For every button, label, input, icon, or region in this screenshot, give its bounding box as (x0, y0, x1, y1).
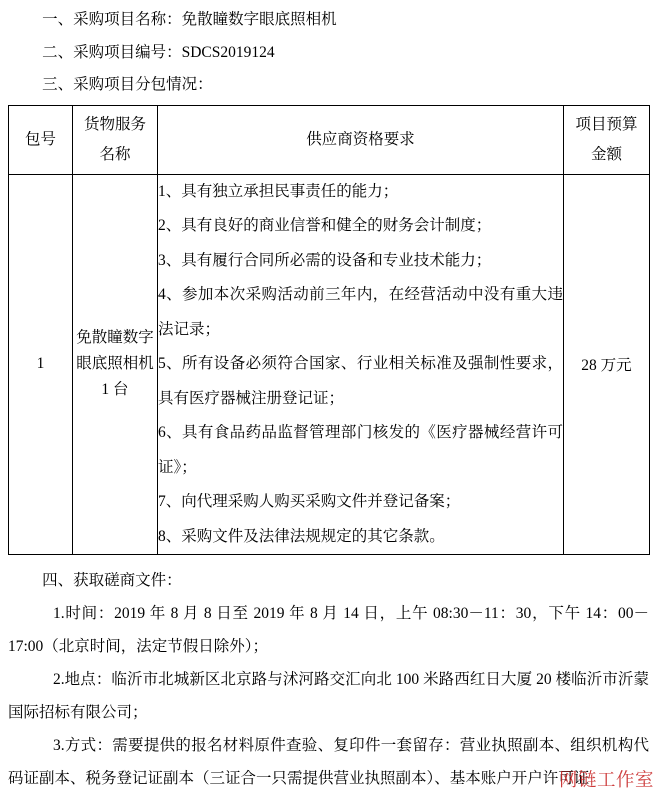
paragraph-method: 3.方式：需要提供的报名材料原件查验、复印件一套留存：营业执照副本、组织机构代码证副本、税务登记证副本（三证合一只需提供营业执照副本）、基本账户开户许可证 (8, 737, 649, 787)
package-table (8, 105, 650, 556)
paragraph-location: 2.地点：临沂市北城新区北京路与沭河路交汇向北 100 米路西红日大厦 20 楼临沂市沂蒙国际招标有限公司； (8, 671, 649, 721)
header-project-budget: 项目预算金额 (564, 105, 650, 174)
obtain-documents-section (8, 564, 649, 795)
cell-package-no: 1 (9, 174, 73, 555)
requirement-item: 1、具有独立承担民事责任的能力； (158, 182, 399, 200)
cell-budget: 28 万元 (564, 174, 650, 555)
cell-goods-name: 免散瞳数字眼底照相机 1 台 (73, 174, 158, 555)
requirement-item: 7、向代理采购人购买采购文件并登记备案； (158, 493, 461, 510)
paragraph-time: 1.时间：2019 年 8 月 8 日至 2019 年 8 月 14 日，上午 08:30－11：30，下午 14：00－17:00（北京时间，法定节假日除外）； (8, 605, 649, 655)
requirement-item: 4、参加本次采购活动前三年内，在经营活动中没有重大违法记录； (158, 286, 563, 338)
header-package-no: 包号 (9, 105, 73, 174)
intro-section (8, 4, 649, 102)
header-supplier-qualifications: 供应商资格要求 (158, 105, 564, 174)
requirement-item: 3、具有履行合同所必需的设备和专业技术能力； (158, 251, 492, 269)
project-number-line: 二、采购项目编号：SDCS2019124 (42, 43, 275, 61)
header-row (9, 105, 650, 174)
section4-title: 四、获取磋商文件： (42, 572, 182, 589)
cell-supplier-requirements (158, 174, 564, 555)
requirement-item: 8、采购文件及法律法规规定的其它条款。 (158, 527, 445, 545)
red-watermark: 网链工作室 (559, 771, 655, 791)
package-table-header (9, 105, 650, 174)
requirement-item: 5、所有设备必须符合国家、行业相关标准及强制性要求，具有医疗器械注册登记证； (158, 355, 563, 407)
package-table-body (9, 174, 650, 555)
requirement-item: 6、具有食品药品监督管理部门核发的《医疗器械经营许可证》； (158, 424, 563, 476)
table-row (9, 174, 650, 555)
project-name-line: 一、采购项目名称：免散瞳数字眼底照相机 (42, 11, 337, 28)
requirement-item: 2、具有良好的商业信誉和健全的财务会计制度； (158, 217, 492, 234)
header-goods-service-name: 货物服务名称 (73, 105, 158, 174)
project-packages-line: 三、采购项目分包情况： (42, 76, 213, 93)
